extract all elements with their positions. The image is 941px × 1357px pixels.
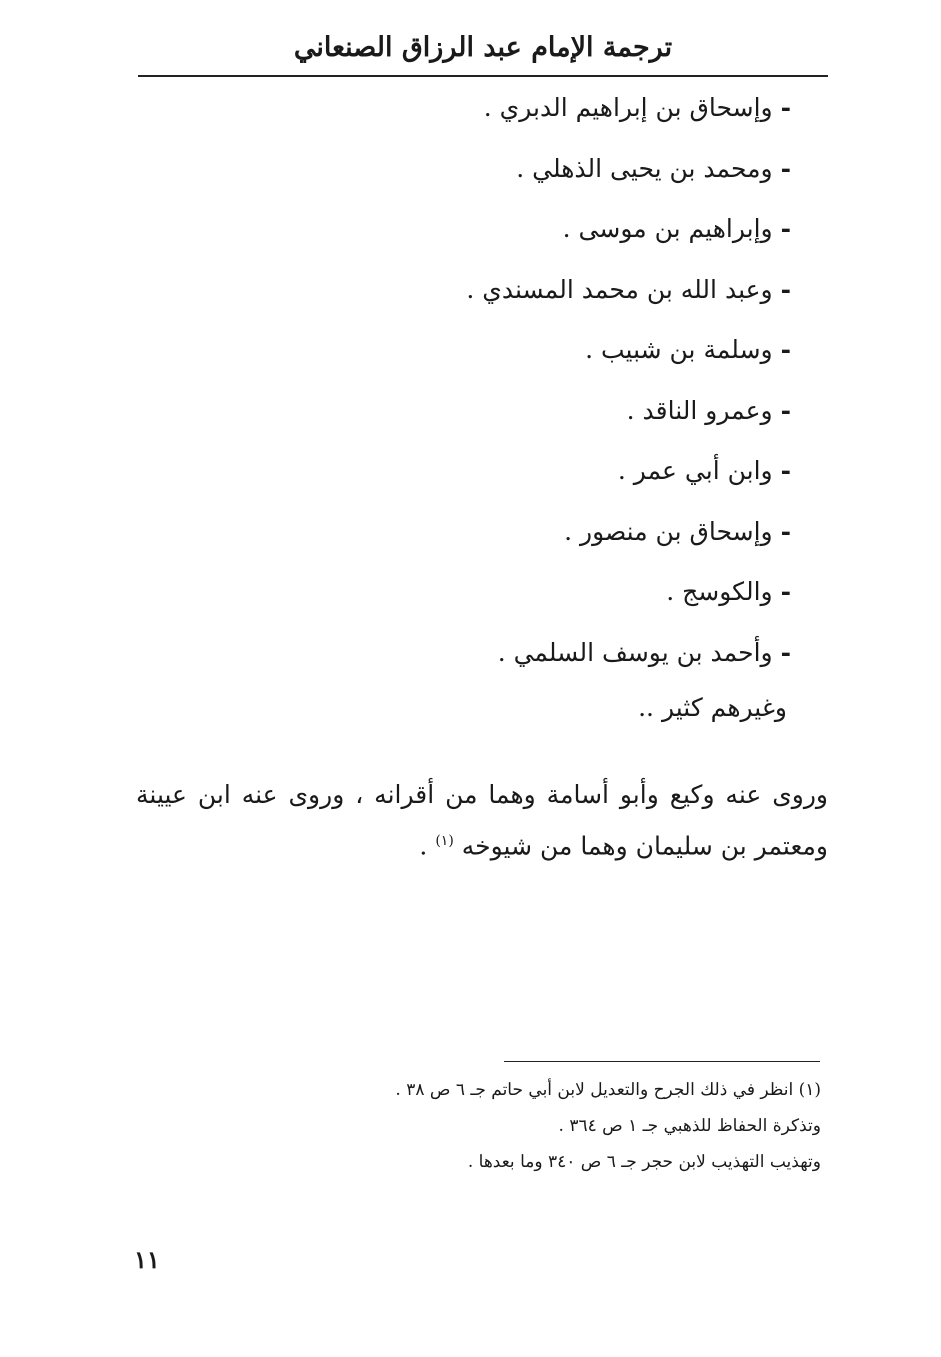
header-rule <box>138 75 828 77</box>
list-item-text: والكوسج . <box>666 577 773 606</box>
list-item <box>466 268 791 329</box>
list-bullet: - <box>780 153 791 183</box>
list-item <box>466 631 791 692</box>
paragraph-end: . <box>419 831 436 861</box>
list-item <box>466 147 791 208</box>
list-item <box>466 328 791 389</box>
running-header: ترجمة الإمام عبد الرزاق الصنعاني <box>293 32 673 63</box>
list-bullet: - <box>780 274 791 304</box>
footnote-rule <box>504 1061 820 1062</box>
list-item <box>466 207 791 268</box>
list-bullet: - <box>780 516 791 546</box>
others-line: وغيرهم كثير .. <box>638 693 787 722</box>
list-bullet: - <box>780 335 791 364</box>
list-item-text: وعمرو الناقد . <box>626 395 773 425</box>
list-bullet: - <box>780 214 791 243</box>
list-item-text: ومحمد بن يحيى الذهلي . <box>516 153 773 183</box>
list-item-text: وسلمة بن شبيب . <box>585 335 773 364</box>
list-bullet: - <box>780 577 791 606</box>
narrator-list <box>466 86 791 691</box>
list-item <box>466 449 791 510</box>
footnote-reference: (١) <box>435 833 454 849</box>
footnote-line: وتذكرة الحفاظ للذهبي جـ ١ ص ٣٦٤ . <box>558 1116 821 1136</box>
list-bullet: - <box>780 637 791 667</box>
list-bullet: - <box>780 395 791 425</box>
footnote-line: (١) انظر في ذلك الجرح والتعديل لابن أبي حاتم جـ ٦ ص ٣٨ . <box>395 1080 821 1100</box>
footnotes <box>395 1072 821 1180</box>
list-item-text: وعبد الله بن محمد المسندي . <box>466 274 773 304</box>
list-item <box>466 86 791 147</box>
paragraph-text: وروى عنه وكيع وأبو أسامة وهما من أقرانه ، وروى عنه ابن عيينة ومعتمر بن سليمان وهما من شيوخه <box>136 780 828 861</box>
list-item-text: وأحمد بن يوسف السلمي . <box>497 637 773 667</box>
footnote-line: وتهذيب التهذيب لابن حجر جـ ٦ ص ٣٤٠ وما بعدها . <box>467 1152 821 1172</box>
list-item-text: وابن أبي عمر . <box>617 456 773 485</box>
page-number: ١١ <box>134 1245 160 1274</box>
list-item <box>466 389 791 450</box>
list-bullet: - <box>780 456 791 485</box>
list-item <box>466 510 791 571</box>
list-item-text: وإسحاق بن منصور . <box>564 516 773 546</box>
body-paragraph <box>136 771 828 869</box>
list-bullet: - <box>780 93 791 122</box>
list-item-text: وإبراهيم بن موسى . <box>562 214 773 243</box>
list-item <box>466 570 791 631</box>
list-item-text: وإسحاق بن إبراهيم الدبري . <box>483 93 773 122</box>
